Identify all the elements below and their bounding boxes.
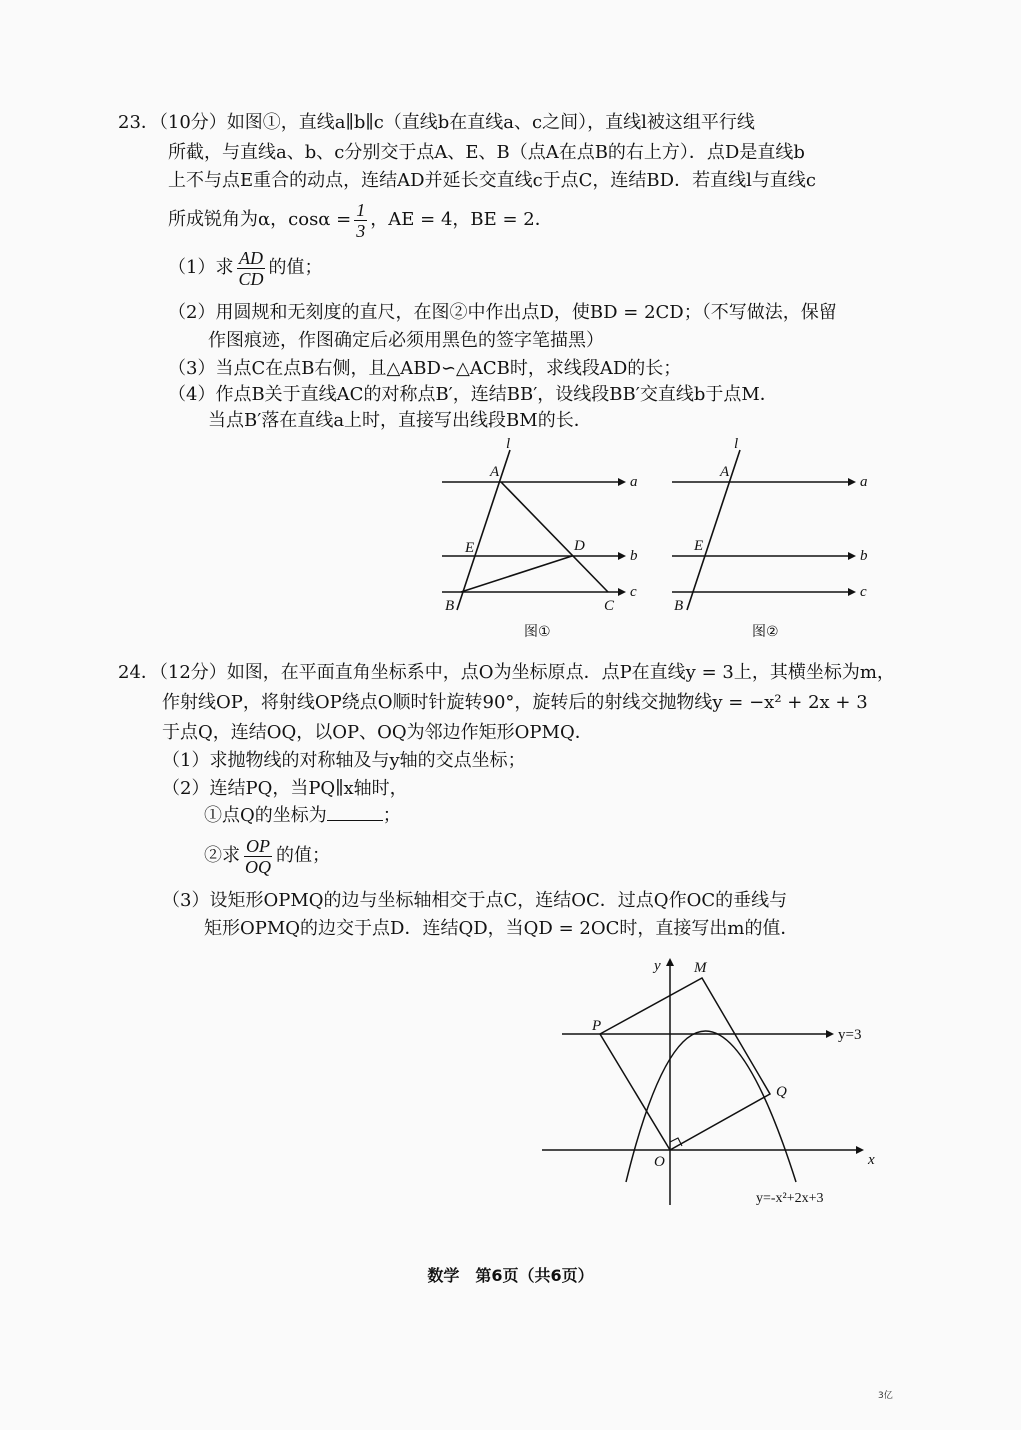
- segment-AC: [501, 482, 608, 592]
- rectangle-OPMQ: [600, 978, 770, 1150]
- q24-p2ii-suffix: 的值；: [276, 845, 330, 866]
- q23-p1-suffix: 的值；: [268, 257, 323, 278]
- q24-part2-ii: [204, 834, 330, 878]
- q23-given: ，AE = 4，BE = 2．: [370, 209, 553, 230]
- q24-part1: （1）求抛物线的对称轴及与y轴的交点坐标；: [162, 750, 526, 771]
- label-D: D: [574, 538, 585, 554]
- q24-part3-1: （3）设矩形OPMQ的边与坐标轴相交于点C，连结OC．过点Q作OC的垂线与: [162, 890, 788, 911]
- q23-score: （10分）: [158, 112, 227, 133]
- x-arrow-icon: [856, 1146, 864, 1154]
- cos-num: 1: [356, 199, 366, 220]
- fig2-label-a: a: [860, 474, 868, 490]
- q24-part3-2: 矩形OPMQ的边交于点D．连结QD，当QD = 2OC时，直接写出m的值．: [204, 918, 799, 939]
- label-y: y: [654, 958, 661, 974]
- fig2-arrow-a-icon: [848, 478, 856, 486]
- question-23: [118, 112, 898, 442]
- q24-intro-1: 如图，在平面直角坐标系中，点O为坐标原点．点P在直线y = 3上，其横坐标为m，: [226, 662, 895, 683]
- q23-cos-text: 所成锐角为α，cosα =: [168, 209, 352, 230]
- answer-blank[interactable]: [327, 804, 383, 821]
- figure-1: [430, 432, 650, 644]
- label-B: B: [445, 598, 455, 614]
- y3-arrow-icon: [826, 1030, 834, 1038]
- ad-cd-fraction: [236, 248, 265, 289]
- q24-score: （12分）: [158, 662, 227, 683]
- label-b: b: [630, 548, 638, 564]
- q24-line1: [118, 662, 895, 684]
- q23-intro-1: 如图①，直线a∥b∥c（直线b在直线a、c之间），直线l被这组平行线: [226, 112, 755, 133]
- q23-part2-1: （2）用圆规和无刻度的直尺，在图②中作出点D，使BD = 2CD；（不写做法，保留: [168, 302, 837, 323]
- page-footer: 数学 第6页（共6页）: [427, 1266, 594, 1285]
- q24-part2: （2）连结PQ，当PQ∥x轴时，: [162, 778, 408, 799]
- label-C: C: [604, 598, 615, 614]
- q24-part2-i: [204, 804, 401, 827]
- q23-part1: [168, 246, 322, 290]
- fig2-line-l: [687, 450, 740, 610]
- fig2-label-l: l: [734, 436, 739, 452]
- question-24: [118, 662, 898, 942]
- q23-p1-prefix: （1）求: [168, 257, 234, 278]
- q23-part2-2: 作图痕迹，作图确定后必须用黑色的签字笔描黑）: [208, 330, 604, 351]
- arrow-c-icon: [618, 588, 626, 596]
- fig2-label-c: c: [860, 584, 867, 600]
- q24-p2i-prefix: ①点Q的坐标为: [204, 805, 327, 826]
- figure-2: [662, 432, 882, 644]
- p1-den: CD: [238, 268, 264, 289]
- p2ii-num: OP: [246, 835, 270, 856]
- p2ii-den: OQ: [245, 856, 271, 877]
- p1-num: AD: [238, 247, 263, 268]
- label-Q: Q: [776, 1084, 787, 1100]
- caption-fig1: 图①: [524, 624, 551, 640]
- label-l: l: [506, 436, 511, 452]
- q23-line1: [118, 112, 755, 134]
- label-a: a: [630, 474, 638, 490]
- segment-BD: [461, 556, 572, 592]
- q23-intro-2: 所截，与直线a、b、c分别交于点A、E、B（点A在点B的右上方）．点D是直线b: [168, 142, 805, 163]
- parabola: [626, 1031, 796, 1182]
- cos-fraction: [354, 200, 367, 241]
- y-arrow-icon: [666, 958, 674, 966]
- q24-number: 24．: [118, 662, 159, 683]
- fig2-label-b: b: [860, 548, 868, 564]
- fig2-arrow-b-icon: [848, 552, 856, 560]
- arrow-b-icon: [618, 552, 626, 560]
- q23-intro-4: [168, 198, 553, 242]
- label-P: P: [592, 1018, 602, 1034]
- label-c: c: [630, 584, 637, 600]
- fig2-label-A: A: [720, 464, 730, 480]
- fig2-label-B: B: [674, 598, 684, 614]
- caption-fig2: 图②: [752, 624, 779, 640]
- label-x: x: [868, 1152, 875, 1168]
- corner-mark: 3亿: [878, 1391, 893, 1401]
- label-parabola: y=-x²+2x+3: [756, 1191, 824, 1206]
- label-y3: y=3: [838, 1027, 862, 1043]
- fig2-arrow-c-icon: [848, 588, 856, 596]
- q24-p2i-suffix: ；: [382, 805, 401, 826]
- q23-part4-1: （4）作点B关于直线AC的对称点B′，连结BB′，设线段BB′交直线b于点M．: [168, 384, 778, 405]
- q24-intro-2: 作射线OP，将射线OP绕点O顺时针旋转90°，旋转后的射线交抛物线y = −x² + 2x + 3: [162, 692, 868, 713]
- coordinate-graph: [530, 950, 890, 1215]
- label-A: A: [490, 464, 500, 480]
- q23-part4-2: 当点B′落在直线a上时，直接写出线段BM的长．: [208, 410, 592, 431]
- q23-part3: （3）当点C在点B右侧，且△ABD∽△ACB时，求线段AD的长；: [168, 358, 682, 379]
- line-l: [457, 450, 510, 610]
- label-M: M: [694, 960, 707, 976]
- q23-intro-3: 上不与点E重合的动点，连结AD并延长交直线c于点C，连结BD．若直线l与直线c: [168, 170, 816, 191]
- q24-intro-3: 于点Q，连结OQ，以OP、OQ为邻边作矩形OPMQ．: [162, 722, 593, 743]
- fig2-label-E: E: [694, 538, 704, 554]
- arrow-a-icon: [618, 478, 626, 486]
- q23-number: 23．: [118, 112, 159, 133]
- op-oq-fraction: [243, 836, 273, 877]
- label-E: E: [465, 540, 475, 556]
- cos-den: 3: [356, 220, 366, 241]
- label-O: O: [654, 1154, 665, 1170]
- q24-p2ii-prefix: ②求: [204, 845, 240, 866]
